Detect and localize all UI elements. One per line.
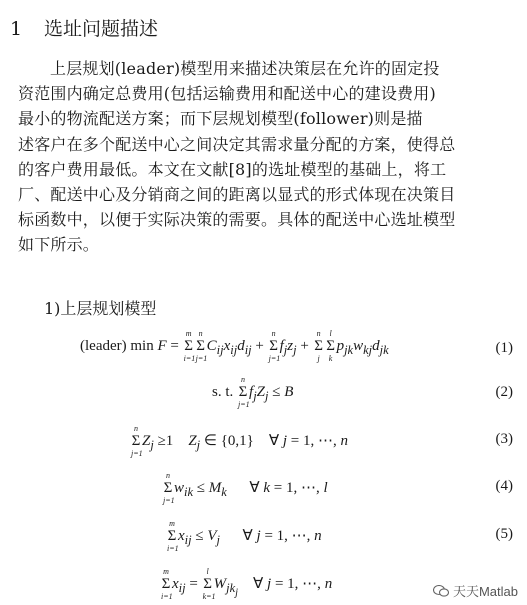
paragraph-line: 厂、配送中心及分销商之间的距离以显式的形式体现在决策目 [18, 185, 456, 205]
chat-bubble-icon [433, 585, 449, 597]
paragraph-line: 上层规划(leader)模型用来描述决策层在允许的固定投 [50, 59, 440, 78]
equation-number: (5) [495, 526, 513, 542]
equation-2: s. t. n Σ j=1 $f_jZ_j \le B$ [212, 375, 294, 409]
watermark [430, 580, 521, 601]
watermark-text: 天天Matlab [452, 584, 518, 599]
paragraph-line: 最小的物流配送方案；而下层规划模型(follower)则是描 [18, 109, 423, 129]
subsection-heading: 1)上层规划模型 [44, 299, 157, 318]
equation-6: m Σ i=1 $x_{ij}$ = l Σ k=1 $W_{jk_j}$ ∀ j = 1, ⋯, n [161, 567, 333, 601]
equation-prefix: (leader) min [80, 338, 158, 354]
paragraph-line: 的客户费用最低。本文在文献[8]的选址模型的基础上，将工 [18, 159, 447, 179]
paragraph-line: 如下所示。 [18, 235, 100, 255]
paragraph-line: 标函数中，以便于实际决策的需要。具体的配送中心选址模型 [18, 210, 456, 230]
section-heading [10, 14, 158, 41]
equation-4: n Σ j=1 $w_{ik} \le M_k$ ∀ k = 1, ⋯, l [163, 471, 328, 505]
equation-number: (2) [495, 384, 513, 400]
equation-prefix: s. t. [212, 384, 238, 400]
section-number: 1 [10, 18, 23, 40]
paragraph-line: 述客户在多个配送中心之间决定其需求量分配的方案，使得总 [18, 134, 456, 154]
equation-number: (1) [495, 340, 513, 356]
paragraph-line: 资范围内确定总费用(包括运输费用和配送中心的建设费用) [18, 84, 436, 104]
equation-5: m Σ i=1 $x_{ij} \le V_j$ ∀ j = 1, ⋯, n [167, 519, 322, 553]
equation-3: n Σ j=1 $Z_j \ge 1$ $Z_j$ ∈ {0,1} ∀ j = 1, ⋯, n [131, 424, 349, 458]
section-title: 选址问题描述 [44, 18, 159, 40]
equation-number: (4) [495, 478, 513, 494]
equation-1: (leader) min F = m Σ i=1 n Σ j=1 $C_{ij}x_{ij}d_{ij}$ + n Σ j=1 $f_jz_j$ + n Σ j l Σ k $p_{jk}w_{kj}d_{jk}$ [80, 329, 389, 363]
body-paragraph [18, 56, 518, 258]
equation-number: (3) [495, 431, 513, 447]
